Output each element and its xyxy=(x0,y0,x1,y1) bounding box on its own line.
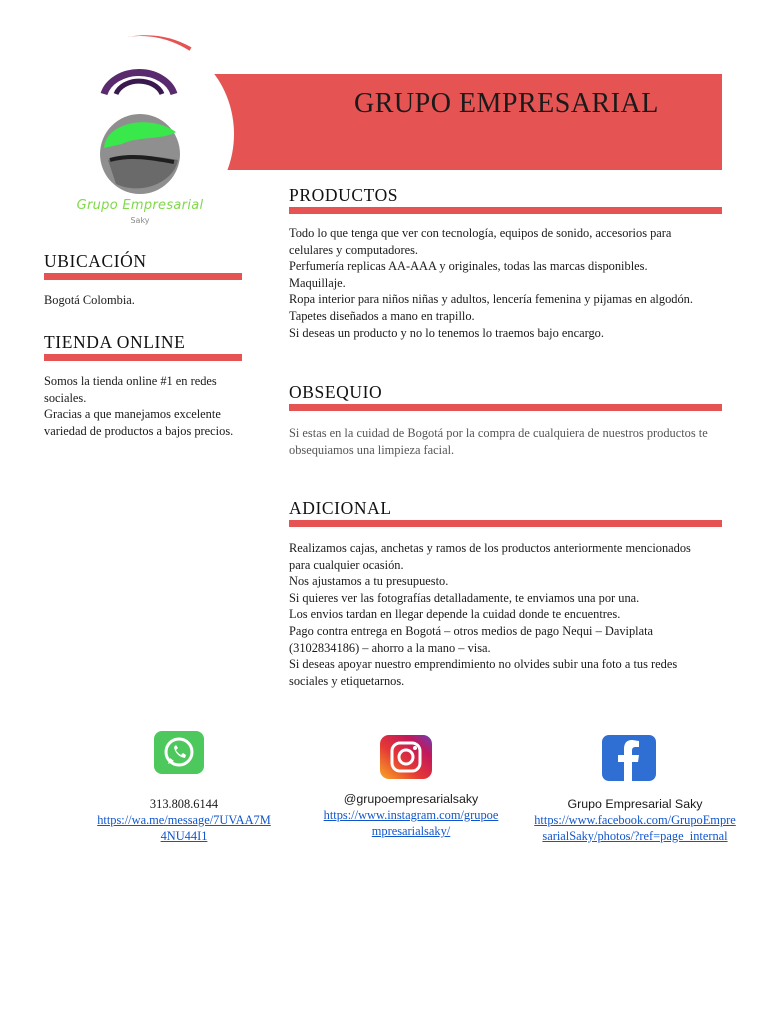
whatsapp-link[interactable]: https://wa.me/message/7UVAA7M4NU44I1 xyxy=(97,813,271,843)
adicional-line: Si deseas apoyar nuestro emprendimiento no olvides subir una foto a tus redes sociales y etiquetarnos. xyxy=(289,657,678,688)
company-logo xyxy=(46,36,234,232)
adicional-heading: ADICIONAL xyxy=(289,498,392,518)
facebook-icon[interactable] xyxy=(602,735,656,781)
adicional-line: Nos ajustamos a tu presupuesto. xyxy=(289,574,449,589)
ubicacion-heading: UBICACIÓN xyxy=(44,251,147,271)
productos-rule xyxy=(289,207,722,214)
tienda-text xyxy=(44,373,244,439)
tienda-line: Somos la tienda online #1 en redes sociales. xyxy=(44,374,217,405)
productos-line: Todo lo que tenga que ver con tecnología, equipos de sonido, accesorios para celulares y computadores. xyxy=(289,226,672,257)
facebook-name: Grupo Empresarial Saky xyxy=(567,797,703,811)
productos-text xyxy=(289,225,714,341)
adicional-line: Si quieres ver las fotografías detalladamente, te enviamos una por una. xyxy=(289,590,640,605)
whatsapp-contact xyxy=(96,796,272,844)
tienda-line: Gracias a que manejamos excelente variedad de productos a bajos precios. xyxy=(44,407,234,438)
productos-line: Maquillaje. xyxy=(289,275,346,290)
tienda-heading: TIENDA ONLINE xyxy=(44,332,186,352)
title-banner xyxy=(214,74,722,170)
obsequio-text: Si estas en la cuidad de Bogotá por la compra de cualquiera de nuestros productos te obsequiamos una limpieza facial. xyxy=(289,426,708,457)
instagram-icon[interactable] xyxy=(380,735,432,779)
adicional-text xyxy=(289,540,714,689)
adicional-rule xyxy=(289,520,722,527)
ubicacion-rule xyxy=(44,273,242,280)
productos-line: Ropa interior para niños niñas y adultos, lencería femenina y pijamas en algodón. xyxy=(289,292,693,307)
ubicacion-text: Bogotá Colombia. xyxy=(44,293,135,307)
page-title: GRUPO EMPRESARIAL xyxy=(354,88,659,119)
adicional-line: Los envios tardan en llegar depende la cuidad donde te encuentres. xyxy=(289,607,621,622)
productos-line: Si deseas un producto y no lo tenemos lo traemos bajo encargo. xyxy=(289,325,604,340)
productos-line: Perfumería replicas AA-AAA y originales, todas las marcas disponibles. xyxy=(289,259,648,274)
productos-line: Tapetes diseñados a mano en trapillo. xyxy=(289,308,475,323)
adicional-line: Realizamos cajas, anchetas y ramos de los productos anteriormente mencionados para cualquier ocasión. xyxy=(289,541,691,572)
obsequio-rule xyxy=(289,404,722,411)
instagram-handle: @grupoempresarialsaky xyxy=(343,792,479,806)
logo-sub-text: Saky xyxy=(130,216,150,225)
tienda-rule xyxy=(44,354,242,361)
obsequio-heading: OBSEQUIO xyxy=(289,382,383,402)
adicional-line: Pago contra entrega en Bogotá – otros medios de pago Nequi – Daviplata (3102834186) – ahorro a la mano – visa. xyxy=(289,623,654,655)
instagram-contact xyxy=(322,791,500,839)
logo-brand-text: Grupo Empresarial xyxy=(76,198,204,213)
whatsapp-icon[interactable] xyxy=(154,731,204,774)
instagram-link[interactable]: https://www.instagram.com/grupoempresarialsaky/ xyxy=(323,808,499,838)
facebook-contact xyxy=(532,796,738,844)
facebook-link[interactable]: https://www.facebook.com/GrupoEmpresarialSaky/photos/?ref=page_internal xyxy=(534,813,736,843)
productos-heading: PRODUCTOS xyxy=(289,185,399,205)
whatsapp-number: 313.808.6144 xyxy=(149,797,219,811)
